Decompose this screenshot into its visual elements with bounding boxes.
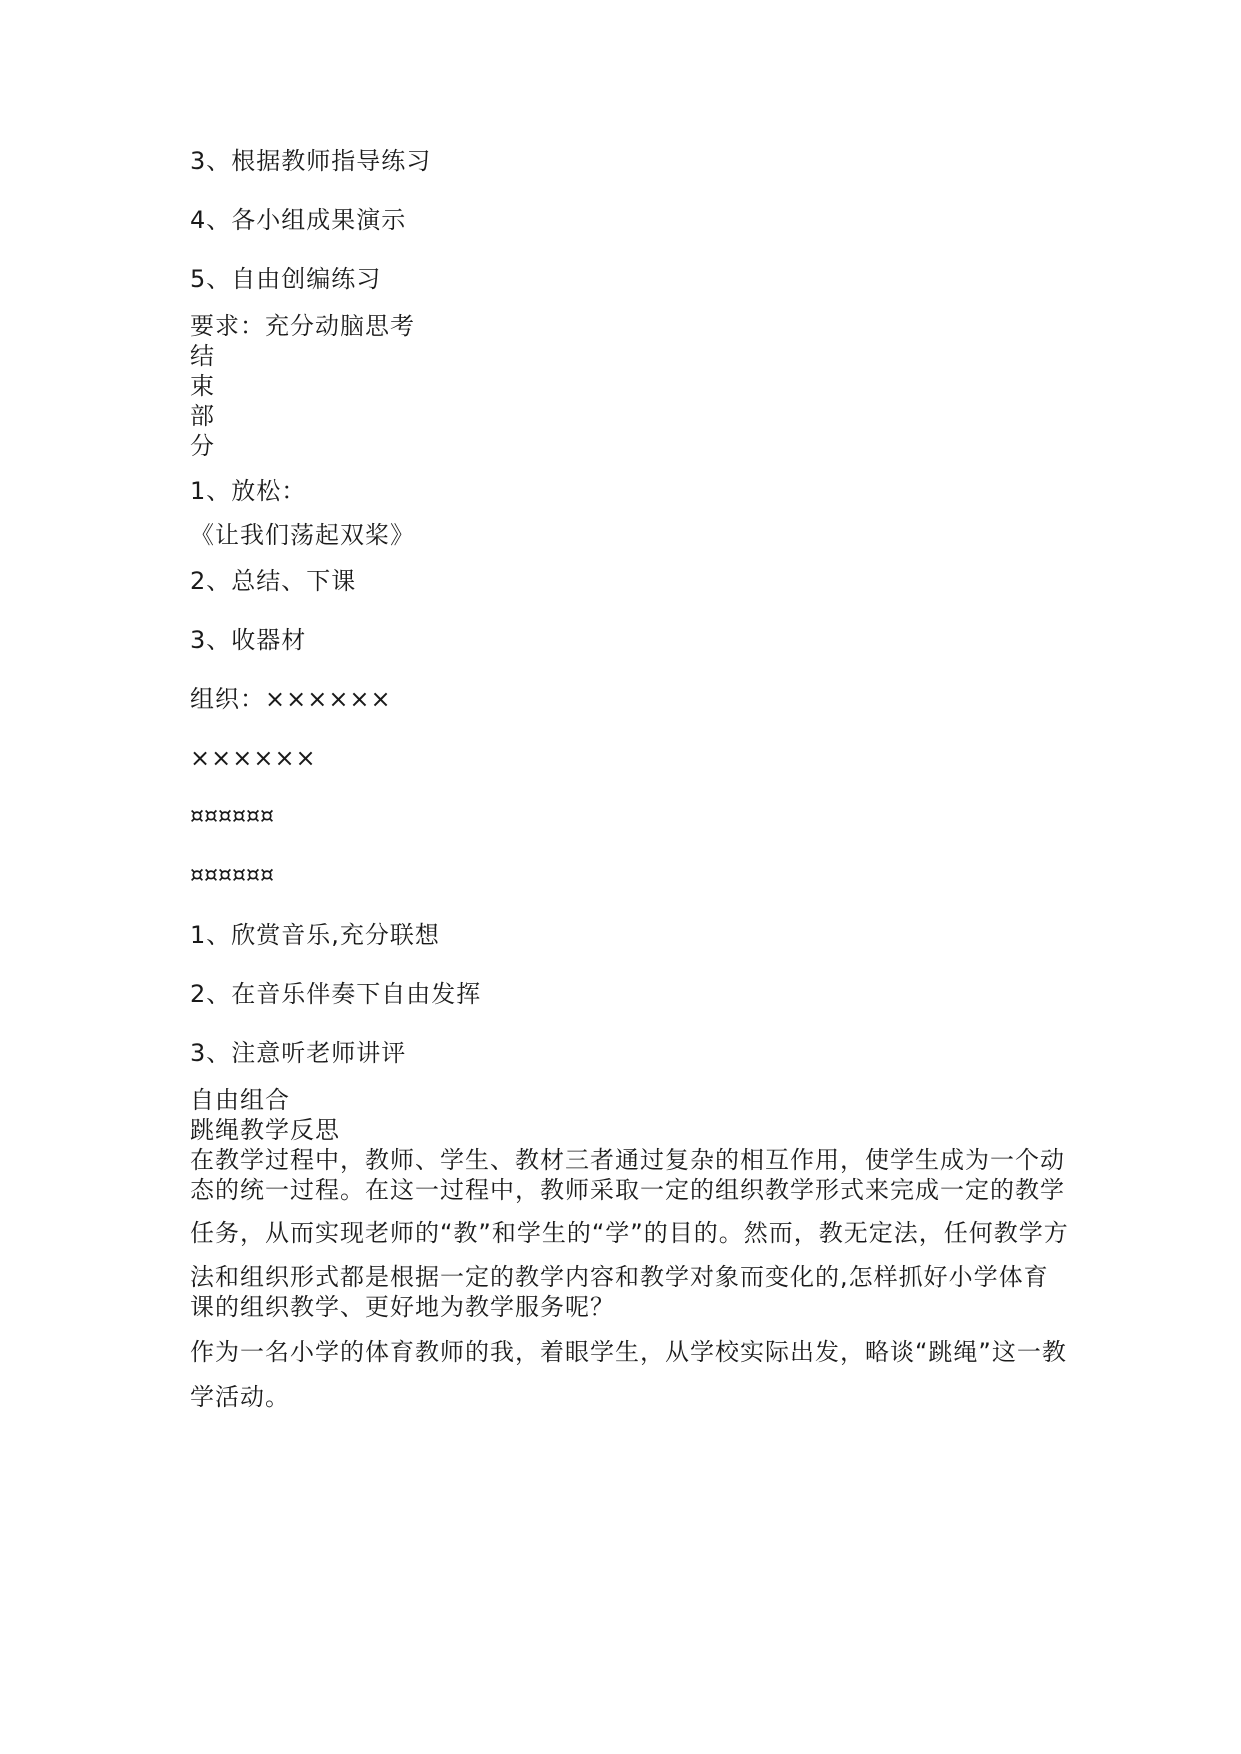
formation-row-2: ¤¤¤¤¤¤	[190, 863, 274, 888]
step-music-appreciation: 1、欣赏音乐,充分联想	[190, 921, 440, 949]
step-free-play: 2、在音乐伴奏下自由发挥	[190, 980, 482, 1008]
free-grouping: 自由组合	[190, 1086, 290, 1114]
section-char-4: 分	[190, 432, 215, 460]
reflection-line-7: 学活动。	[190, 1383, 290, 1411]
song-title: 《让我们荡起双桨》	[190, 521, 415, 549]
step-listen-review: 3、注意听老师讲评	[190, 1039, 407, 1067]
step-relax: 1、放松：	[190, 477, 307, 505]
reflection-line-5: 课的组织教学、更好地为教学服务呢？	[190, 1293, 615, 1321]
step-practice-guidance: 3、根据教师指导练习	[190, 147, 432, 175]
organization-row-2: ××××××	[190, 744, 317, 772]
reflection-line-6: 作为一名小学的体育教师的我，着眼学生，从学校实际出发，略谈“跳绳”这一教	[190, 1338, 1067, 1366]
reflection-line-1: 在教学过程中，教师、学生、教材三者通过复杂的相互作用，使学生成为一个动	[190, 1146, 1065, 1174]
section-char-1: 结	[190, 342, 215, 370]
organization-row-1: 组织：××××××	[190, 685, 392, 713]
step-collect-equipment: 3、收器材	[190, 626, 307, 654]
reflection-title: 跳绳教学反思	[190, 1116, 340, 1144]
reflection-line-4: 法和组织形式都是根据一定的教学内容和教学对象而变化的,怎样抓好小学体育	[190, 1263, 1049, 1291]
section-char-3: 部	[190, 402, 215, 430]
formation-row-1: ¤¤¤¤¤¤	[190, 804, 274, 829]
step-free-create: 5、自由创编练习	[190, 265, 382, 293]
reflection-line-3: 任务，从而实现老师的“教”和学生的“学”的目的。然而，教无定法，任何教学方	[190, 1219, 1069, 1247]
step-summary: 2、总结、下课	[190, 567, 357, 595]
section-char-2: 束	[190, 372, 215, 400]
step-group-demo: 4、各小组成果演示	[190, 206, 407, 234]
requirement-text: 要求：充分动脑思考	[190, 312, 415, 340]
reflection-line-2: 态的统一过程。在这一过程中，教师采取一定的组织教学形式来完成一定的教学	[190, 1176, 1065, 1204]
